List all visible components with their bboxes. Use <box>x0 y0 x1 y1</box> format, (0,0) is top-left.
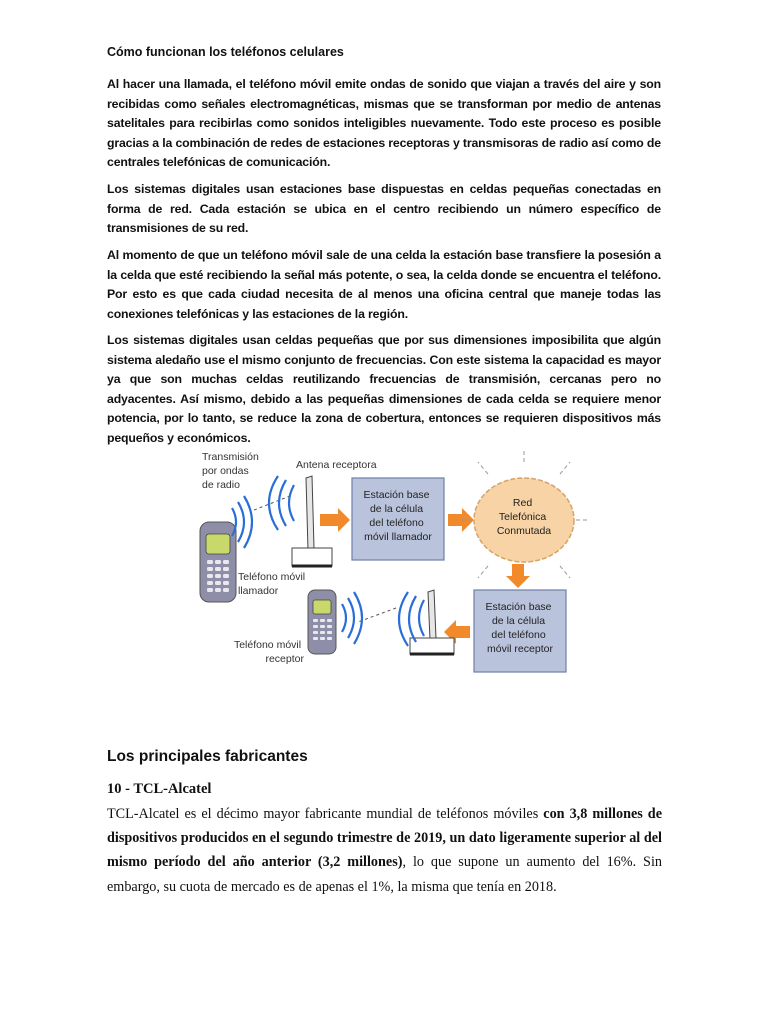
antenna-tower-2 <box>410 590 454 654</box>
network-label-line: Telefónica <box>498 511 547 523</box>
company-paragraph-bold: con 3,8 millones de dispositivos producidos en el segundo trimestre de 2019, un dato ligeramente superior al del mismo período del año anterior (3,2 millones) <box>107 806 662 871</box>
receiver-phone-icon <box>308 590 336 654</box>
base-station-receiver-line: móvil receptor <box>487 643 553 655</box>
transmission-label-line: Transmisión <box>202 451 259 463</box>
arrow-to-receiver-station <box>506 564 530 588</box>
caller-phone-label-line: llamador <box>238 585 279 597</box>
base-station-caller-line: de la célula <box>369 503 424 515</box>
transmission-label-line: por ondas <box>202 465 249 477</box>
caller-phone-icon <box>200 522 236 602</box>
caller-phone-label-line: Teléfono móvil <box>238 571 306 583</box>
receiver-signal-dashed-line <box>358 608 396 622</box>
base-station-caller-line: Estación base <box>363 489 430 501</box>
arrow-to-base-station <box>320 508 350 532</box>
receiver-phone-label <box>234 639 305 665</box>
company-paragraph-text-end: , lo que supone un aumento del 16%. Sin embargo, su cuota de mercado es de apenas el 1%, la misma que tenía en 2018. <box>107 854 662 895</box>
page-title: Cómo funcionan los teléfonos celulares <box>107 45 344 59</box>
company-paragraph-text: TCL-Alcatel es el décimo mayor fabricante mundial de teléfonos móviles <box>107 806 544 822</box>
company-heading: 10 - TCL-Alcatel <box>107 781 212 797</box>
paragraph-3: Al momento de que un teléfono móvil sale de una celda la estación base transfiere la posesión a la celda que esté recibiendo la señal más potente, o sea, la celda donde se encuentra el teléfono. Por esto es que cada ciudad necesita de al menos una oficina central que maneje todas las conexiones telefónicas y las estaciones de la región. <box>107 248 661 321</box>
paragraph-1: Al hacer una llamada, el teléfono móvil emite ondas de sonido que viajan a través del aire y son recibidas como señales electromagnéticas, mismas que se transforman por medio de antenas satelitales para recibirlas como sonidos inteligibles nuevamente. Todo este proceso es posible gracias a la combinación de redes de estaciones receptoras y transmisoras de radio así como de centrales telefónicas de comunicación. <box>107 77 661 169</box>
signal-dashed-line <box>254 496 290 510</box>
base-station-caller-line: del teléfono <box>369 517 424 529</box>
transmission-label-line: de radio <box>202 479 240 491</box>
base-station-receiver-line: de la célula <box>491 615 546 627</box>
receiver-phone-label-line: receptor <box>265 653 304 665</box>
paragraph-2: Los sistemas digitales usan estaciones base dispuestas en celdas pequeñas conectadas en forma de red. Cada estación se ubica en el centro recibiendo un número específico de transmisiones de su red. <box>107 182 661 235</box>
paragraph-4: Los sistemas digitales usan celdas pequeñas que por sus dimensiones imposibilita que algún sistema aledaño use el mismo conjunto de frecuencias. Con este sistema la capacidad es mayor ya que son muchas celdas reutilizando frecuencias de transmisión, cercanas pero no adyacentes. Así mismo, debido a las pequeñas dimensiones de cada celda se requiere menor potencia, por lo tanto, se reduce la zona de cobertura, entonces se requieren dispositivos más pequeños y económicos. <box>107 333 661 445</box>
antenna-label: Antena receptora <box>296 459 377 471</box>
cellular-diagram <box>172 440 592 680</box>
company-paragraph <box>107 802 662 899</box>
receiver-phone-waves-icon <box>342 592 362 644</box>
caller-phone-label <box>238 571 308 597</box>
section-heading: Los principales fabricantes <box>107 748 308 765</box>
base-station-caller-line: móvil llamador <box>364 531 432 543</box>
base-station-receiver-line: Estación base <box>485 601 552 613</box>
transmission-label <box>202 451 262 491</box>
network-label-line: Red <box>512 497 533 509</box>
network-label-line: Conmutada <box>496 525 552 537</box>
receiver-phone-label-line: Teléfono móvil <box>233 639 302 651</box>
base-station-receiver-line: del teléfono <box>491 629 546 641</box>
